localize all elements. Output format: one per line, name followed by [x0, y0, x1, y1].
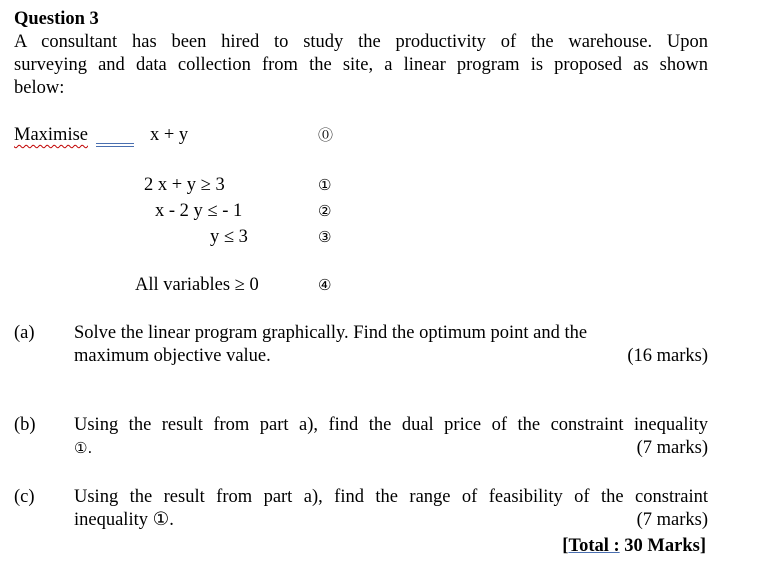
part-b-label: (b) — [14, 415, 36, 435]
part-b-line1: Using the result from part a), find the dual price of the constraint inequality — [74, 415, 708, 435]
part-b-marks: (7 marks) — [636, 438, 708, 458]
total-label: Total : — [568, 536, 620, 556]
constraint-3-number: ③ — [318, 228, 332, 246]
part-a-text — [74, 322, 708, 368]
nonnegativity-number: ④ — [318, 276, 332, 294]
question-title: Question 3 — [14, 9, 99, 29]
nonnegativity-constraint: All variables ≥ 0 — [135, 275, 259, 295]
constraint-1: 2 x + y ≥ 3 — [144, 175, 225, 195]
part-c-text — [74, 486, 708, 532]
part-a-label: (a) — [14, 323, 35, 343]
constraint-3: y ≤ 3 — [210, 227, 248, 247]
part-b-line2 — [74, 437, 708, 460]
double-underline-bottom — [96, 146, 134, 147]
part-c-label: (c) — [14, 487, 35, 507]
total-marks — [562, 535, 706, 558]
part-c-marks: (7 marks) — [636, 510, 708, 530]
intro-line: A consultant has been hired to study the productivity of the warehouse. Upon — [14, 32, 708, 52]
part-c-line1: Using the result from part a), find the range of feasibility of the constraint — [74, 487, 708, 507]
intro-line: below: — [14, 78, 65, 98]
objective-keyword: Maximise — [14, 125, 88, 145]
part-c-line2-text: inequality ①. — [74, 510, 174, 530]
part-a-line2-text: maximum objective value. — [74, 346, 271, 366]
total-prefix: [ — [562, 536, 569, 556]
part-b-line2-text: ①. — [74, 439, 93, 457]
constraint-2-number: ② — [318, 202, 332, 220]
part-a-line1: Solve the linear program graphically. Find the optimum point and the — [74, 323, 588, 343]
constraint-1-number: ① — [318, 176, 332, 194]
part-a-line2 — [74, 345, 708, 368]
constraint-2: x - 2 y ≤ - 1 — [155, 201, 243, 221]
intro-line: surveying and data collection from the site, a linear program is proposed as shown — [14, 55, 708, 75]
objective-number: ⓪ — [318, 126, 334, 144]
part-c-line2 — [74, 509, 708, 532]
part-a-marks: (16 marks) — [627, 346, 708, 366]
question-intro — [14, 31, 708, 100]
objective-expression: x + y — [150, 125, 189, 145]
total-value: 30 Marks] — [619, 536, 706, 556]
double-underline-top — [96, 143, 134, 144]
part-b-text — [74, 414, 708, 460]
